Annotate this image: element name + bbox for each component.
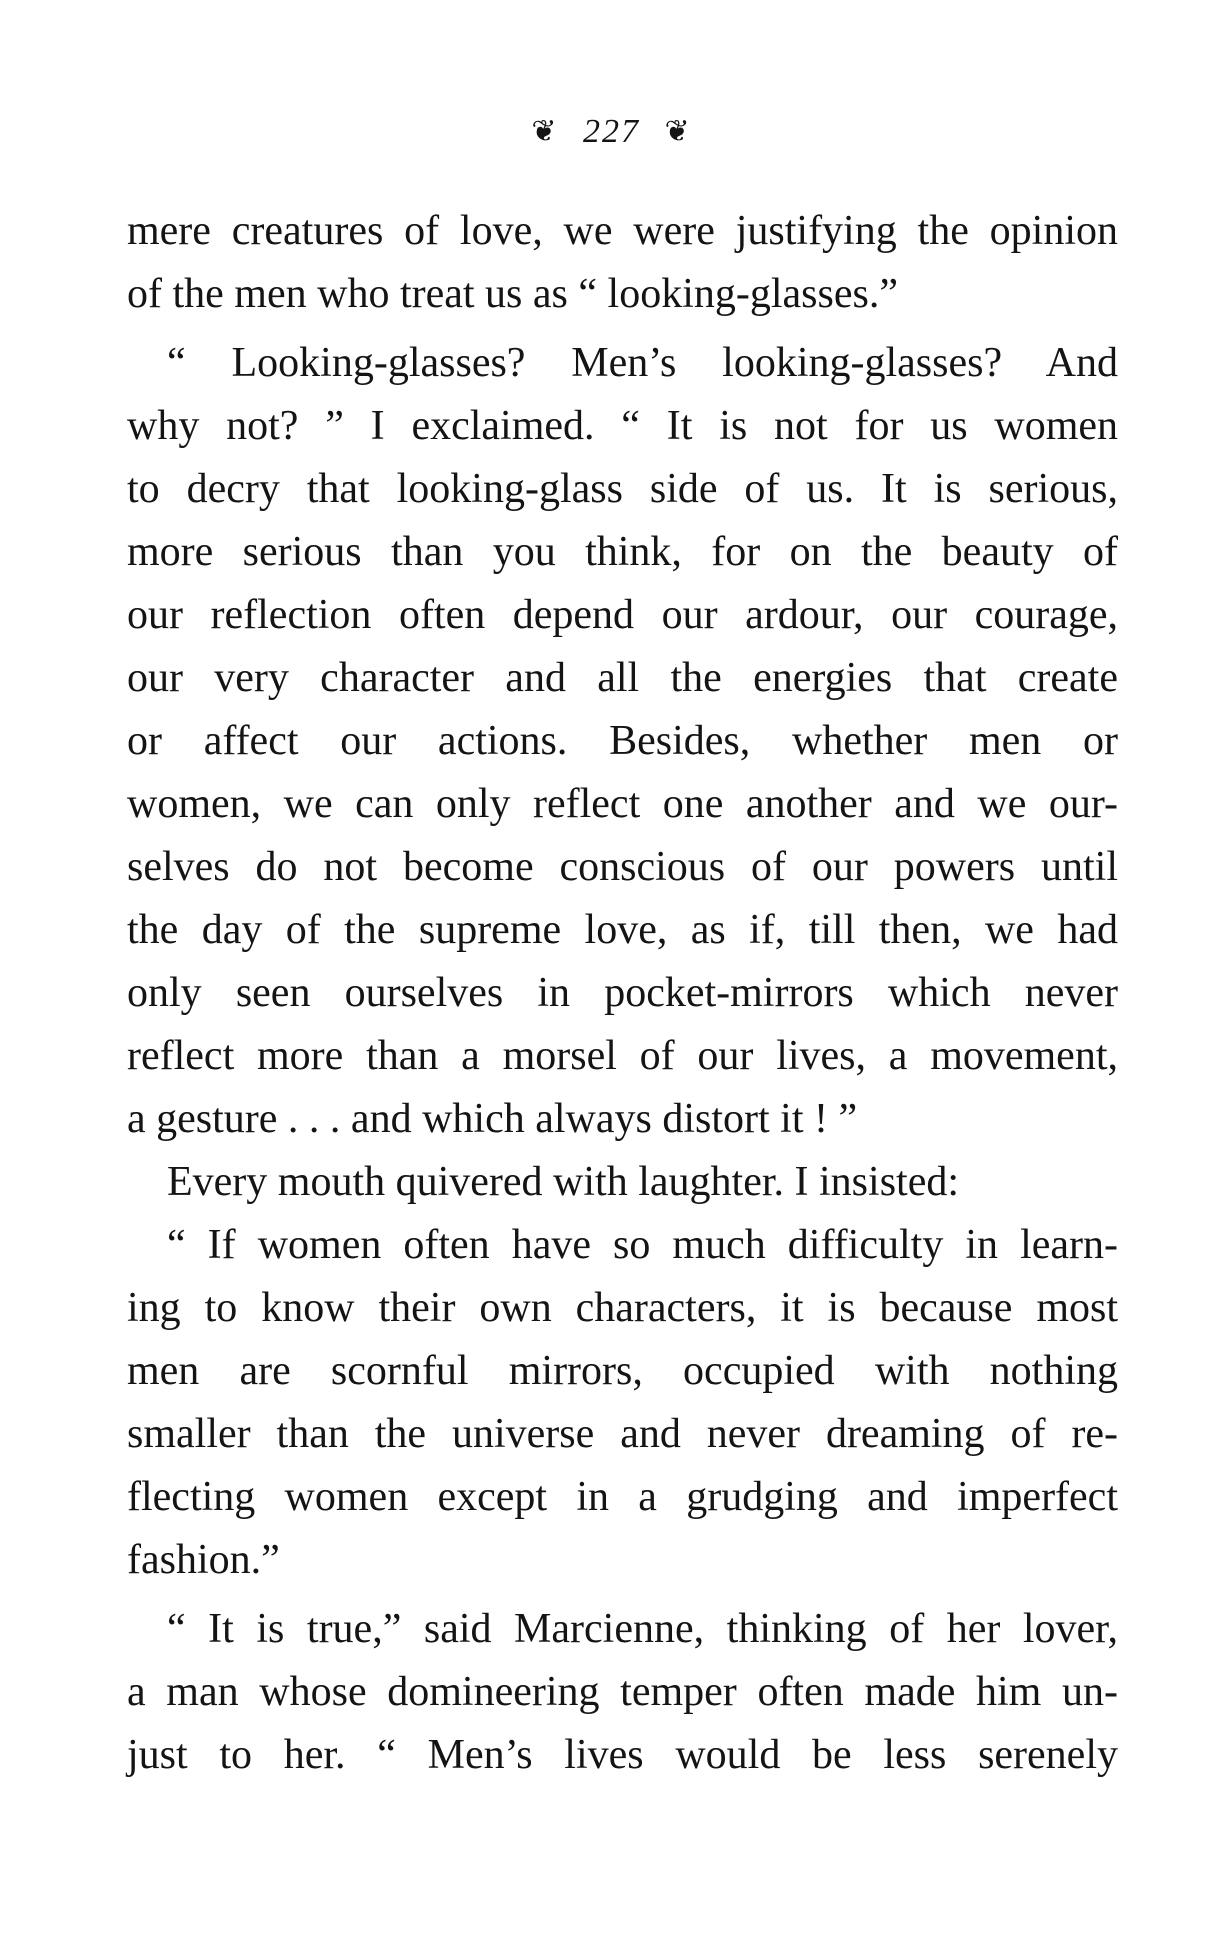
text-line: only seen ourselves in pocket-mirrors which never (127, 970, 1118, 1016)
fleuron-right-icon: ❦ (664, 115, 692, 148)
text-line: flecting women except in a grudging and imperfect (127, 1474, 1118, 1520)
text-line: or affect our actions. Besides, whether men or (127, 718, 1118, 764)
text-line: a man whose domineering temper often made him un- (127, 1669, 1118, 1715)
page-number: 227 (583, 113, 640, 150)
text-line: selves do not become conscious of our powers until (127, 844, 1118, 890)
body-text (127, 200, 1118, 1787)
text-line: our very character and all the energies that create (127, 655, 1118, 701)
text-line: mere creatures of love, we were justifying the opinion (127, 208, 1118, 254)
text-line: to decry that looking-glass side of us. It is serious, (127, 466, 1118, 512)
text-line: more serious than you think, for on the beauty of (127, 529, 1118, 575)
text-line: a gesture . . . and which always distort it ! ” (127, 1096, 858, 1142)
text-line: why not? ” I exclaimed. “ It is not for us women (127, 403, 1118, 449)
text-line: “ Looking-glasses? Men’s looking-glasses? And (167, 340, 1118, 386)
text-line: ing to know their own characters, it is because most (127, 1285, 1118, 1331)
text-line: smaller than the universe and never dreaming of re- (127, 1411, 1118, 1457)
text-line: of the men who treat us as “ looking-glasses.” (127, 271, 898, 317)
text-line: our reflection often depend our ardour, our courage, (127, 592, 1118, 638)
text-line: Every mouth quivered with laughter. I insisted: (167, 1159, 960, 1205)
text-line: women, we can only reflect one another and we our- (127, 781, 1118, 827)
text-line: reflect more than a morsel of our lives, a movement, (127, 1033, 1118, 1079)
fleuron-left-icon: ❦ (531, 115, 559, 148)
text-line: just to her. “ Men’s lives would be less serenely (127, 1732, 1118, 1778)
text-line: men are scornful mirrors, occupied with nothing (127, 1348, 1118, 1394)
text-line: “ It is true,” said Marcienne, thinking of her lover, (167, 1606, 1118, 1652)
page-header (0, 112, 1223, 152)
text-line: “ If women often have so much difficulty in learn- (167, 1222, 1118, 1268)
text-line: the day of the supreme love, as if, till then, we had (127, 907, 1118, 953)
text-line: fashion.” (127, 1537, 280, 1583)
